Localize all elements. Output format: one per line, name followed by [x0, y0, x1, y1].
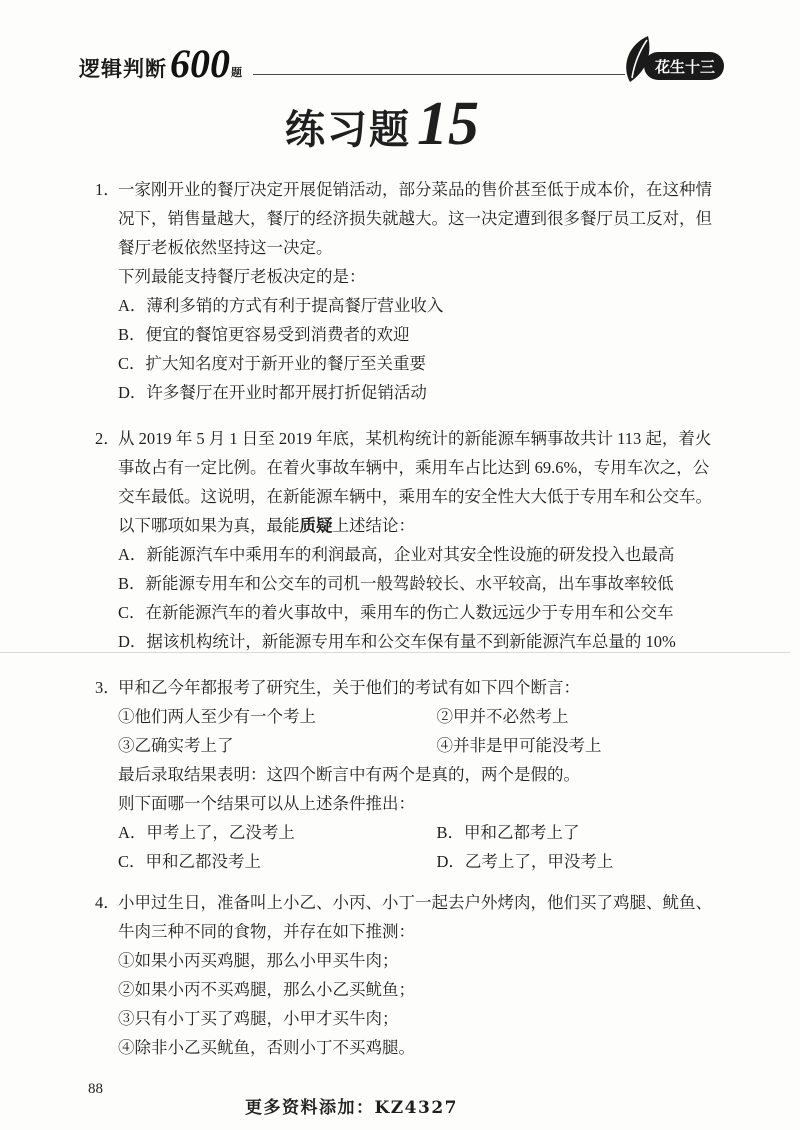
- page-title-number: 15: [417, 90, 479, 158]
- statement-1: ①他们两人至少有一个考上: [118, 707, 316, 726]
- question-number: 2．: [95, 429, 120, 448]
- page-title-label: 练习题: [285, 107, 411, 153]
- question-prompt: [118, 511, 755, 540]
- stem-line: 一家刚开业的餐厅决定开展促销活动，部分菜品的售价甚至低于成本价，在这种情: [118, 180, 712, 199]
- option-row: [118, 818, 755, 847]
- stem-line: 况下，销售量越大，餐厅的经济损失就越大。这一决定遭到很多餐厅员工反对，但: [118, 209, 712, 228]
- page-number: 88: [88, 1081, 103, 1097]
- stem-line: 小甲过生日，准备叫上小乙、小丙、小丁一起去户外烤肉，他们买了鸡腿、鱿鱼、: [118, 893, 712, 912]
- page-title: [0, 88, 764, 158]
- question-2: [95, 424, 755, 656]
- option-d: D．许多餐厅在开业时都开展打折促销活动: [118, 383, 427, 402]
- stem-line: 从 2019 年 5 月 1 日至 2019 年底，某机构统计的新能源车辆事故共计 113 起，着火: [118, 429, 712, 448]
- question-1: [95, 175, 755, 407]
- statement-3: ③只有小丁买了鸡腿，小甲才买牛肉；: [118, 1009, 399, 1028]
- option-b: B．甲和乙都考上了: [436, 823, 580, 842]
- question-number: 3．: [95, 678, 120, 697]
- stem-line: 事故占有一定比例。在着火事故车辆中，乘用车占比达到 69.6%，专用车次之，公: [118, 458, 710, 477]
- question-4: [95, 888, 755, 1062]
- statement-1: ①如果小丙买鸡腿，那么小甲买牛肉；: [118, 951, 399, 970]
- option-c: C．扩大知名度对于新开业的餐厅至关重要: [118, 354, 427, 373]
- series-unit: 题: [231, 66, 242, 79]
- series-title-text: 逻辑判断: [79, 57, 167, 81]
- option-b: B．便宜的餐馆更容易受到消费者的欢迎: [118, 325, 410, 344]
- statement-2: ②如果小丙不买鸡腿，那么小乙买鱿鱼；: [118, 980, 415, 999]
- question-body: [118, 175, 755, 407]
- book-series-title: [79, 40, 242, 86]
- stem-line: 牛肉三种不同的食物，并存在如下推测：: [118, 922, 415, 941]
- statement-3: ③乙确实考上了: [118, 736, 234, 755]
- footer-note: 更多资料添加：KZ4327: [245, 1098, 458, 1118]
- scan-line: [0, 652, 790, 653]
- statement-4: ④除非小乙买鱿鱼，否则小丁不买鸡腿。: [118, 1038, 415, 1057]
- option-a: A．薄利多销的方式有利于提高餐厅营业收入: [118, 296, 444, 315]
- stem-line: 甲和乙今年都报考了研究生，关于他们的考试有如下四个断言：: [118, 678, 580, 697]
- option-a: A．甲考上了，乙没考上: [118, 823, 295, 842]
- question-body: [118, 424, 755, 656]
- option-row: [118, 847, 755, 876]
- header-rule: [253, 74, 625, 75]
- option-c: C．甲和乙都没考上: [118, 852, 262, 871]
- question-conclusion: 最后录取结果表明：这四个断言中有两个是真的，两个是假的。: [118, 765, 580, 784]
- question-3: [95, 673, 755, 876]
- question-prompt: 下列最能支持餐厅老板决定的是：: [118, 267, 366, 286]
- statement-row: [118, 702, 755, 731]
- question-number: 4．: [95, 893, 120, 912]
- statement-row: [118, 731, 755, 760]
- logo-text: 花生十三: [654, 58, 716, 76]
- question-body: [118, 888, 755, 1062]
- question-prompt: 则下面哪一个结果可以从上述条件推出：: [118, 794, 415, 813]
- prompt-before: 以下哪项如果为真，最能: [118, 516, 300, 535]
- statement-2: ②甲并不必然考上: [436, 707, 569, 726]
- option-a: A．新能源汽车中乘用车的利润最高，企业对其安全性设施的研发投入也最高: [118, 545, 675, 564]
- option-d: D．乙考上了，甲没考上: [436, 852, 614, 871]
- prompt-after: 上述结论：: [332, 516, 415, 535]
- question-number: 1．: [95, 180, 120, 199]
- option-b: B．新能源专用车和公交车的司机一般驾龄较长、水平较高，出车事故率较低: [118, 574, 674, 593]
- huashengshisan-logo: [620, 34, 726, 86]
- prompt-emphasis: 质疑: [299, 516, 333, 535]
- statement-4: ④并非是甲可能没考上: [436, 736, 602, 755]
- option-c: C．在新能源汽车的着火事故中，乘用车的伤亡人数远远少于专用车和公交车: [118, 603, 674, 622]
- question-body: [118, 673, 755, 876]
- stem-line: 交车最低。这说明，在新能源车辆中，乘用车的安全性大大低于专用车和公交车。: [118, 487, 712, 506]
- option-d: D．据该机构统计，新能源专用车和公交车保有量不到新能源汽车总量的 10%: [118, 632, 676, 651]
- stem-line: 餐厅老板依然坚持这一决定。: [118, 238, 333, 257]
- series-count: 600: [170, 41, 230, 86]
